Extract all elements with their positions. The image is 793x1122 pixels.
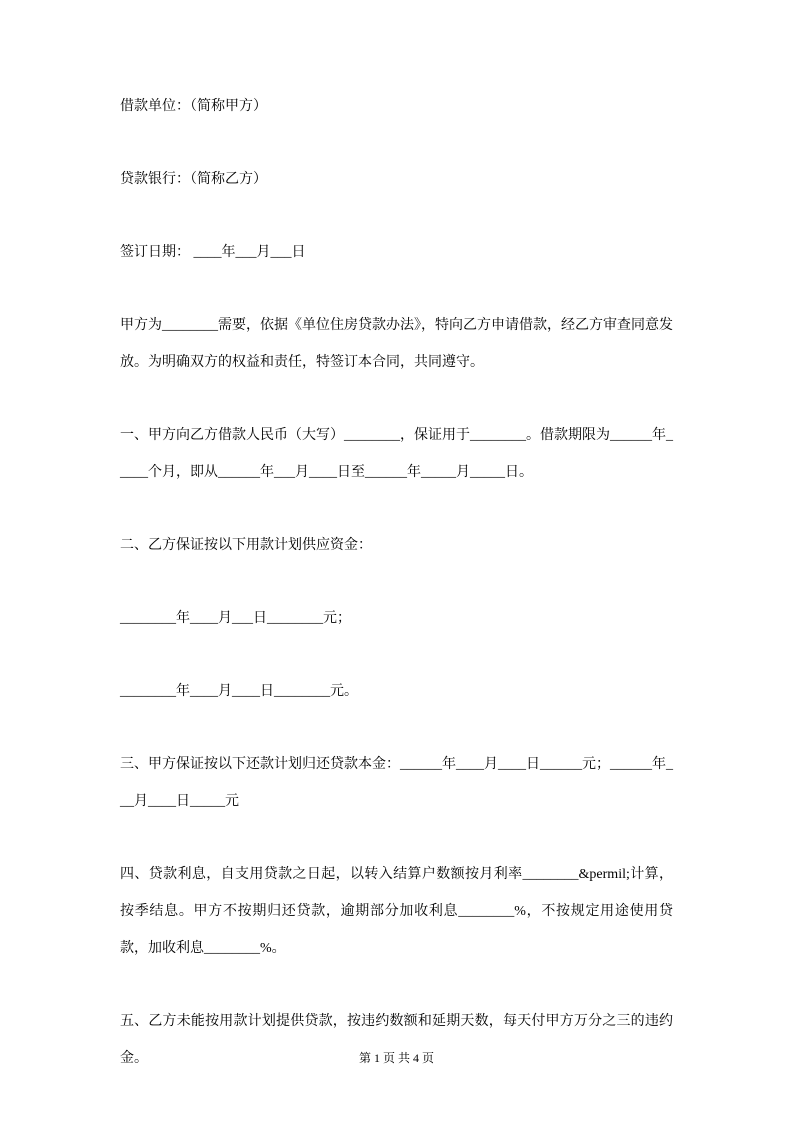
- contract-body: [120, 88, 673, 1113]
- paragraph-lender-bank: 贷款银行：（简称乙方）: [120, 172, 267, 187]
- paragraph-sign-date: 签订日期： ____年___月___日: [120, 245, 306, 260]
- paragraph-preamble: 甲方为________需要，依据《单位住房贷款办法》，特向乙方申请借款，经乙方审查同意发放。为明确双方的权益和责任，特签订本合同，共同遵守。: [120, 318, 673, 370]
- clause-5-penalty: 五、乙方未能按用款计划提供贷款，按违约数额和延期天数，每天付甲方万分之三的违约金。: [120, 1014, 673, 1066]
- clause-3-repayment-plan: 三、甲方保证按以下还款计划归还贷款本金：______年____月____日______元；______年___月____日_____元: [120, 757, 673, 809]
- clause-2-schedule-line-2: ________年____月____日________元。: [120, 684, 358, 699]
- clause-2-schedule-line-1: ________年____月___日________元；: [120, 611, 351, 626]
- paragraph-borrower-unit: 借款单位：（简称甲方）: [120, 99, 267, 114]
- clause-1-loan-amount: 一、甲方向乙方借款人民币（大写）________，保证用于________。借款期限为______年_____个月，即从______年___月____日至______年_____月_____日。: [120, 428, 673, 480]
- clause-4-interest: 四、贷款利息，自支用贷款之日起，以转入结算户数额按月利率________&permil;计算，按季结息。甲方不按期归还贷款，逾期部分加收利息________%，不按规定用途使用贷款，加收利息________%。: [120, 867, 673, 956]
- page-footer: 第 1 页 共 4 页: [358, 1051, 434, 1065]
- clause-2-funding-plan: 二、乙方保证按以下用款计划供应资金：: [120, 538, 372, 553]
